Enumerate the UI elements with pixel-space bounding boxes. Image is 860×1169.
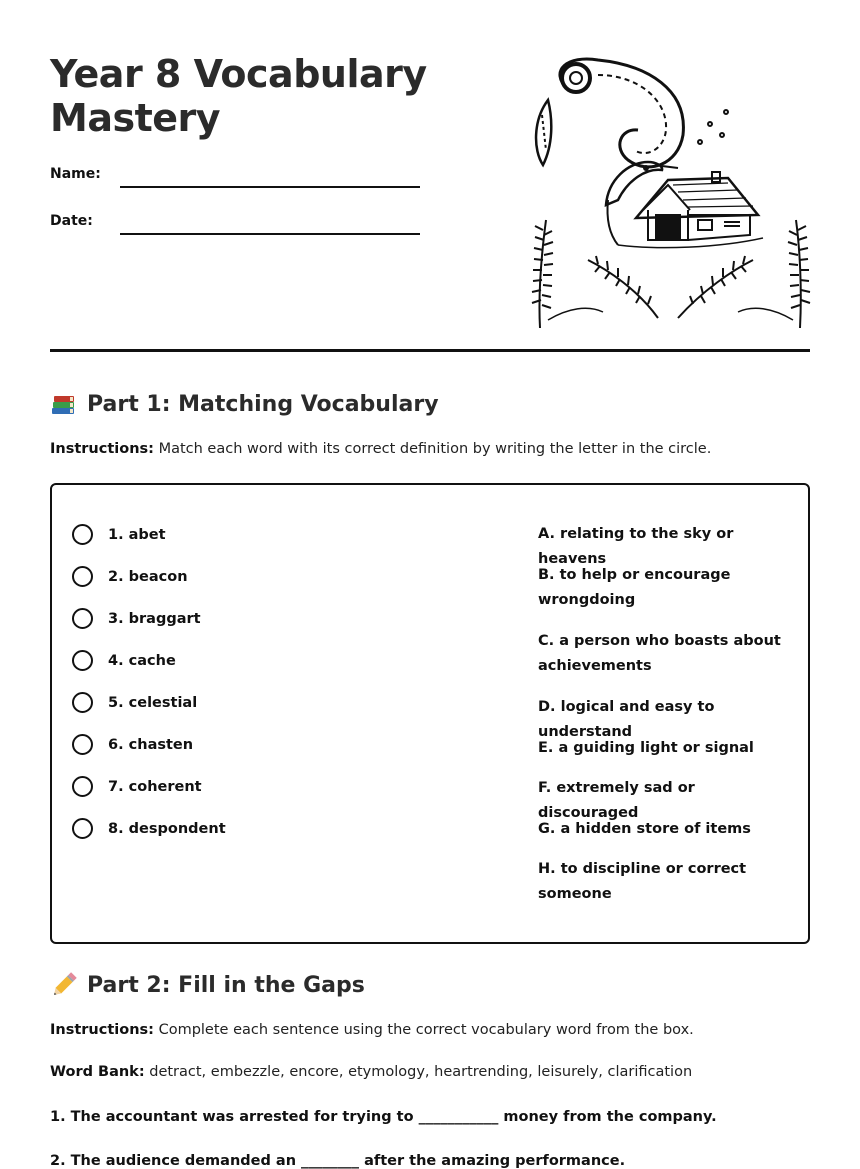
part1-title: Part 1: Matching Vocabulary (87, 391, 439, 417)
word-item: 4. cache (108, 652, 176, 669)
part1-instructions (50, 441, 711, 457)
answer-circle[interactable] (72, 566, 93, 587)
definition-item: E. a guiding light or signal (538, 740, 754, 756)
definition-item: F. extremely sad or discouraged (538, 780, 695, 821)
answer-circle[interactable] (72, 818, 93, 839)
word-item: 1. abet (108, 526, 166, 543)
part2-instructions-text: Complete each sentence using the correct vocabulary word from the box. (153, 1022, 694, 1038)
date-label: Date: (50, 213, 93, 229)
word-item: 7. coherent (108, 778, 202, 795)
title-line-1: Year 8 Vocabulary (50, 52, 427, 96)
word-row-4 (72, 650, 176, 671)
word-item: 6. chasten (108, 736, 194, 753)
books-icon (50, 390, 78, 418)
pencil-icon (50, 971, 78, 999)
sentence-1: 1. The accountant was arrested for trying to ___________ money from the company. (50, 1109, 717, 1125)
word-row-6 (72, 734, 193, 755)
word-item: 5. celestial (108, 694, 198, 711)
definition-item: A. relating to the sky or heavens (538, 526, 734, 567)
part1-heading (50, 390, 439, 418)
part2-heading (50, 971, 365, 999)
word-row-7 (72, 776, 202, 797)
maori-house-illustration (528, 50, 813, 332)
word-bank (50, 1064, 692, 1080)
word-bank-label: Word Bank: (50, 1064, 145, 1080)
word-row-1 (72, 524, 166, 545)
word-item: 2. beacon (108, 568, 188, 585)
definition-item: G. a hidden store of items (538, 821, 751, 837)
word-item: 8. despondent (108, 820, 226, 837)
part2-title: Part 2: Fill in the Gaps (87, 972, 365, 998)
definition-item: C. a person who boasts about achievements (538, 633, 781, 674)
definition-item: B. to help or encourage wrongdoing (538, 567, 731, 608)
definition-item: H. to discipline or correct someone (538, 861, 747, 902)
answer-circle[interactable] (72, 692, 93, 713)
date-field[interactable] (120, 233, 420, 235)
part2-instructions-label: Instructions: (50, 1022, 154, 1038)
part1-instructions-text: Match each word with its correct definition by writing the letter in the circle. (153, 441, 712, 457)
answer-circle[interactable] (72, 650, 93, 671)
part2-instructions (50, 1022, 694, 1038)
answer-circle[interactable] (72, 524, 93, 545)
answer-circle[interactable] (72, 734, 93, 755)
part1-instructions-label: Instructions: (50, 441, 154, 457)
header-divider (50, 349, 810, 352)
answer-circle[interactable] (72, 608, 93, 629)
word-bank-text: detract, embezzle, encore, etymology, heartrending, leisurely, clarification (144, 1064, 693, 1080)
word-row-2 (72, 566, 188, 587)
word-row-5 (72, 692, 197, 713)
title-line-2: Mastery (50, 96, 221, 140)
matching-box (50, 483, 810, 944)
word-item: 3. braggart (108, 610, 201, 627)
definition-item: D. logical and easy to understand (538, 699, 715, 740)
word-row-8 (72, 818, 226, 839)
name-field[interactable] (120, 186, 420, 188)
worksheet-title (50, 52, 427, 140)
word-row-3 (72, 608, 201, 629)
name-label: Name: (50, 166, 101, 182)
answer-circle[interactable] (72, 776, 93, 797)
sentence-2: 2. The audience demanded an ________ after the amazing performance. (50, 1153, 626, 1169)
